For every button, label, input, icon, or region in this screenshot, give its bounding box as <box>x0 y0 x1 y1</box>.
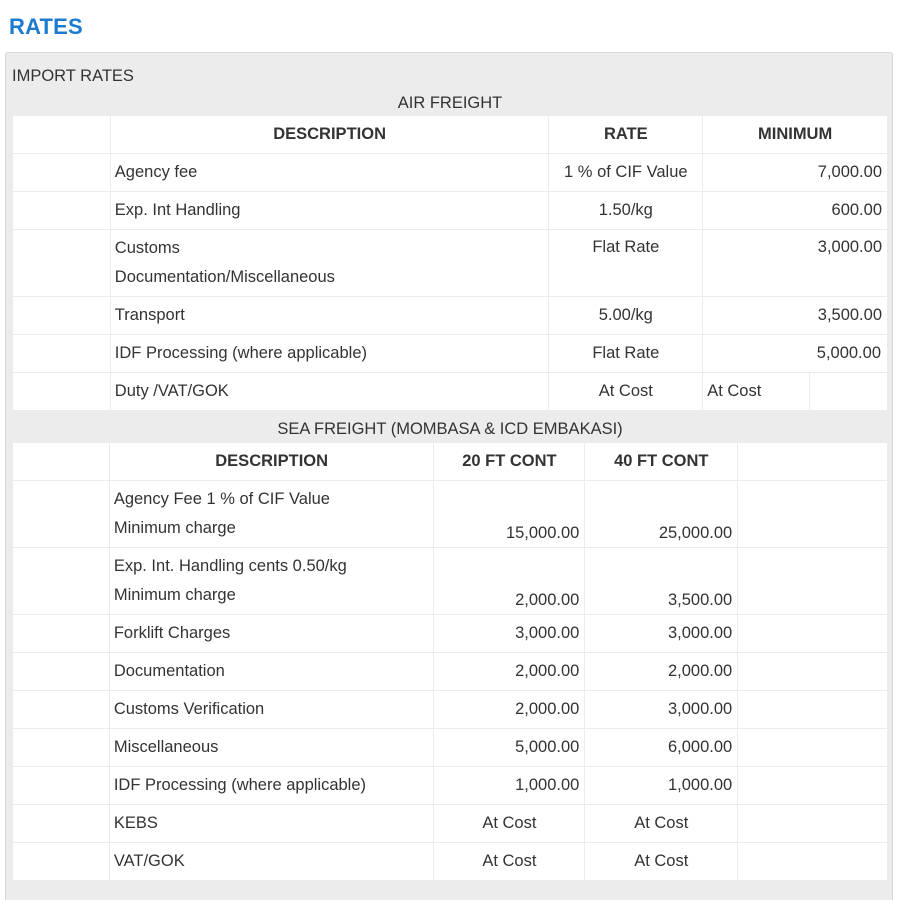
spacer-cell <box>738 548 888 615</box>
row-description: IDF Processing (where applicable) <box>109 767 434 805</box>
column-header-minimum: MINIMUM <box>703 116 888 154</box>
spacer-cell <box>13 729 110 767</box>
row-description: Customs Verification <box>109 691 434 729</box>
row-minimum: 3,000.00 <box>703 230 888 297</box>
spacer-cell <box>13 373 111 411</box>
spacer-cell <box>738 481 888 548</box>
row-40ft: 25,000.00 <box>585 481 738 548</box>
row-40ft: 6,000.00 <box>585 729 738 767</box>
table-row <box>13 335 888 373</box>
column-header-20ft: 20 FT CONT <box>434 443 585 481</box>
row-rate: 1 % of CIF Value <box>549 154 703 192</box>
row-description: Transport <box>110 297 549 335</box>
row-rate: 1.50/kg <box>549 192 703 230</box>
row-description: VAT/GOK <box>109 843 434 881</box>
spacer-cell <box>13 691 110 729</box>
row-description-line2: Minimum charge <box>113 519 236 537</box>
table-row <box>13 767 888 805</box>
row-minimum: At Cost <box>703 373 810 411</box>
row-20ft: 5,000.00 <box>434 729 585 767</box>
import-rates-panel <box>5 52 893 900</box>
row-40ft: At Cost <box>585 805 738 843</box>
air-freight-table <box>12 115 888 411</box>
table-row <box>13 805 888 843</box>
spacer-cell <box>13 443 110 481</box>
spacer-cell <box>13 548 110 615</box>
spacer-cell <box>13 805 110 843</box>
spacer-cell <box>13 192 111 230</box>
table-row <box>13 481 888 548</box>
row-description-line1: Exp. Int. Handling cents 0.50/kg <box>113 557 347 575</box>
spacer-cell <box>13 843 110 881</box>
row-rate: Flat Rate <box>549 335 703 373</box>
row-description: KEBS <box>109 805 434 843</box>
row-40ft: 1,000.00 <box>585 767 738 805</box>
table-row <box>13 230 888 297</box>
row-description: Duty /VAT/GOK <box>110 373 549 411</box>
row-minimum: 5,000.00 <box>703 335 888 373</box>
row-minimum: 600.00 <box>703 192 888 230</box>
row-40ft: 3,000.00 <box>585 691 738 729</box>
table-row <box>13 843 888 881</box>
row-20ft: 1,000.00 <box>434 767 585 805</box>
row-minimum: 7,000.00 <box>703 154 888 192</box>
column-header-rate: RATE <box>549 116 703 154</box>
row-20ft: At Cost <box>434 805 585 843</box>
row-40ft: 3,500.00 <box>585 548 738 615</box>
row-20ft: 2,000.00 <box>434 548 585 615</box>
column-header-40ft: 40 FT CONT <box>585 443 738 481</box>
table-row <box>13 729 888 767</box>
row-20ft: 2,000.00 <box>434 691 585 729</box>
table-row <box>13 373 888 411</box>
column-header-description: DESCRIPTION <box>110 116 549 154</box>
table-row <box>13 154 888 192</box>
spacer-cell <box>738 843 888 881</box>
sea-freight-title: SEA FREIGHT (MOMBASA & ICD EMBAKASI) <box>277 420 623 438</box>
page-title: RATES <box>9 14 83 39</box>
column-header-description: DESCRIPTION <box>109 443 434 481</box>
table-header-row <box>13 443 888 481</box>
spacer-cell <box>13 116 111 154</box>
spacer-cell <box>13 297 111 335</box>
row-20ft: 2,000.00 <box>434 653 585 691</box>
table-row <box>13 615 888 653</box>
row-20ft: 3,000.00 <box>434 615 585 653</box>
spacer-cell <box>13 154 111 192</box>
row-minimum: 3,500.00 <box>703 297 888 335</box>
spacer-cell <box>738 729 888 767</box>
row-description: Agency fee <box>110 154 549 192</box>
spacer-cell <box>13 481 110 548</box>
air-freight-title: AIR FREIGHT <box>397 94 503 112</box>
row-description: Miscellaneous <box>109 729 434 767</box>
row-description-line2: Minimum charge <box>113 586 236 604</box>
row-rate: Flat Rate <box>549 230 703 297</box>
row-40ft: 2,000.00 <box>585 653 738 691</box>
row-description: Documentation <box>109 653 434 691</box>
row-description <box>109 481 434 548</box>
spacer-cell <box>13 230 111 297</box>
row-rate: 5.00/kg <box>549 297 703 335</box>
spacer-cell <box>13 615 110 653</box>
spacer-cell <box>738 653 888 691</box>
row-20ft: At Cost <box>434 843 585 881</box>
spacer-cell <box>738 691 888 729</box>
row-description: Exp. Int Handling <box>110 192 549 230</box>
spacer-cell <box>810 373 888 411</box>
table-row <box>13 297 888 335</box>
sea-freight-table <box>12 442 888 881</box>
table-row <box>13 192 888 230</box>
table-row <box>13 548 888 615</box>
row-rate: At Cost <box>549 373 703 411</box>
row-20ft: 15,000.00 <box>434 481 585 548</box>
spacer-cell <box>13 767 110 805</box>
row-description: Customs Documentation/Miscellaneous <box>110 230 549 297</box>
table-row <box>13 653 888 691</box>
row-description: IDF Processing (where applicable) <box>110 335 549 373</box>
spacer-cell <box>738 615 888 653</box>
spacer-cell <box>738 805 888 843</box>
spacer-cell <box>13 335 111 373</box>
row-description <box>109 548 434 615</box>
table-row <box>13 691 888 729</box>
spacer-cell <box>13 653 110 691</box>
spacer-cell <box>738 443 888 481</box>
row-description: Forklift Charges <box>109 615 434 653</box>
row-40ft: At Cost <box>585 843 738 881</box>
table-header-row <box>13 116 888 154</box>
row-description-line1: Agency Fee 1 % of CIF Value <box>113 490 330 508</box>
row-40ft: 3,000.00 <box>585 615 738 653</box>
spacer-cell <box>738 767 888 805</box>
panel-heading: IMPORT RATES <box>12 67 134 85</box>
